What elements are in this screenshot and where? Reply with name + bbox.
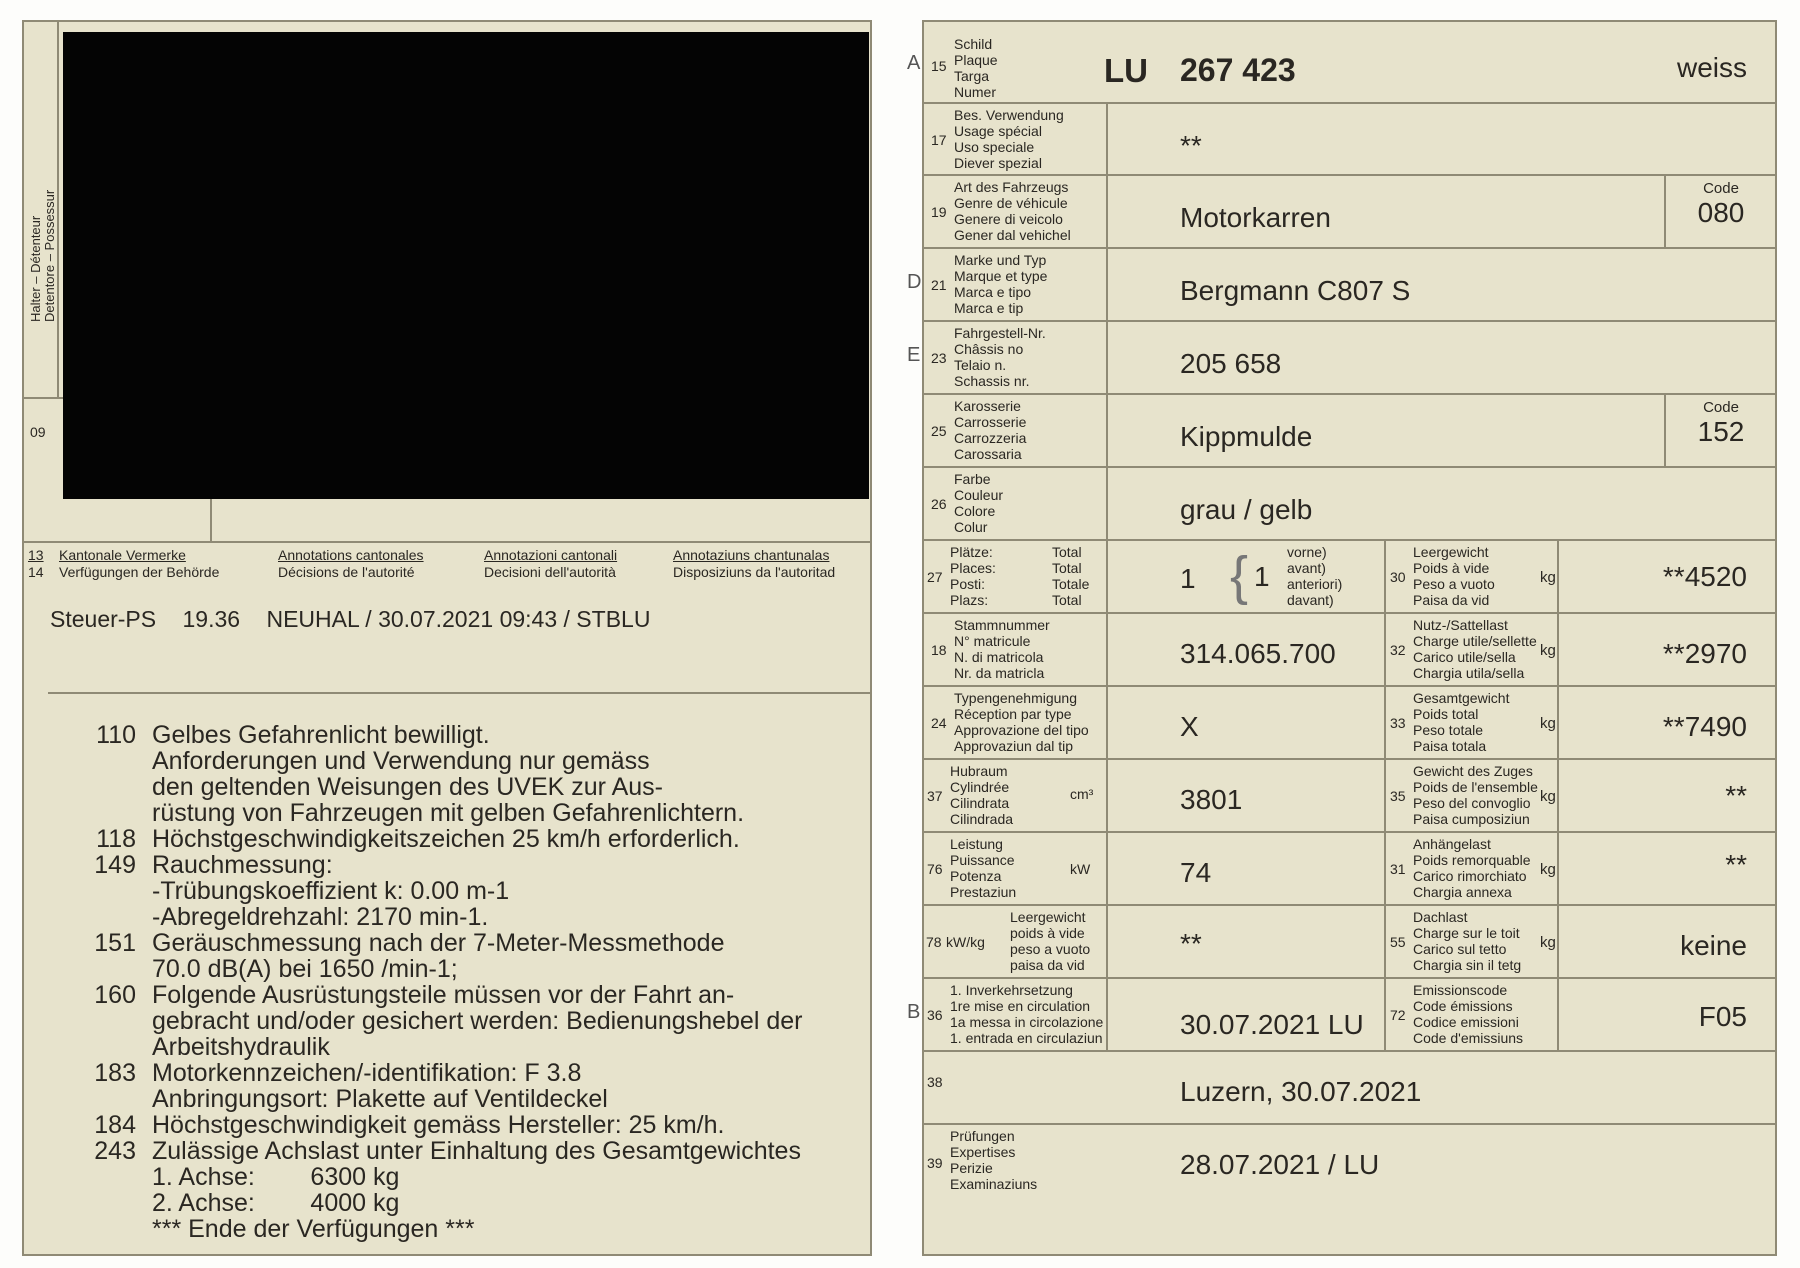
kw-kg-value: **: [1180, 928, 1202, 959]
trailer-load-value: **: [1725, 849, 1747, 880]
kw-kg-label: kW/kg: [946, 934, 985, 950]
kind-code: 080: [1697, 197, 1745, 228]
seats-label: Plätze: Places: Posti: Plazs:: [950, 544, 996, 608]
remarks-end: *** Ende der Verfügungen ***: [152, 1215, 475, 1243]
unit: kg: [1540, 642, 1556, 659]
annotation-rm: [673, 547, 835, 581]
field-num: 31: [1390, 861, 1406, 877]
field-num: 21: [931, 277, 947, 293]
row-usage: [924, 104, 1775, 176]
total-weight-label: Gesamtgewicht Poids total Peso totale Paisa totala: [1413, 690, 1510, 754]
code-label: Code: [1703, 180, 1739, 197]
emission-value: F05: [1698, 1001, 1747, 1032]
divider: [1106, 833, 1108, 904]
divider: [1557, 833, 1559, 904]
field-num: 25: [931, 423, 947, 439]
row-place-date: [924, 1052, 1775, 1125]
annotation-it: [484, 547, 617, 581]
payload-value: **2970: [1662, 638, 1747, 669]
annotation-it-2: Decisioni dell'autorità: [484, 564, 616, 580]
place-date-value: Luzern, 30.07.2021: [1180, 1076, 1422, 1107]
divider: [1384, 760, 1386, 831]
holder-label-line2: Detentore – Possessur: [42, 189, 57, 322]
remark-item: 151 Geräuschmessung nach der 7-Meter-Messmethode 70.0 dB(A) bei 1650 /min-1;: [94, 929, 725, 983]
first-reg-value: 30.07.2021 LU: [1180, 1009, 1364, 1040]
divider: [1384, 614, 1386, 685]
total-weight-value: **7490: [1662, 711, 1747, 742]
displacement-label: Hubraum Cylindrée Cilindrata Cilindrada: [950, 763, 1014, 827]
field-num: 26: [931, 496, 947, 512]
usage-value: **: [1180, 130, 1202, 161]
brace-icon: {: [1230, 546, 1249, 606]
matricule-value: 314.065.700: [1180, 638, 1336, 669]
displacement-value: 3801: [1180, 784, 1243, 815]
plate-color: weiss: [1676, 52, 1747, 83]
tax-line: [50, 606, 670, 633]
letter-d: D: [907, 271, 922, 293]
divider: [1106, 687, 1108, 758]
unit: kg: [1540, 861, 1556, 878]
field-num: 24: [931, 715, 947, 731]
tax-label: Steuer-PS: [50, 606, 157, 632]
divider: [1106, 468, 1108, 539]
divider: [24, 397, 63, 399]
remark-item: 149 Rauchmessung: -Trübungskoeffizient k: 0.00 m-1 -Abregeldrehzahl: 2170 min-1.: [94, 851, 510, 931]
field-num: 33: [1390, 715, 1406, 731]
annotation-rm-2: Disposiziuns da l'autoritad: [673, 564, 836, 580]
divider: [1384, 687, 1386, 758]
field-num: 30: [1390, 569, 1406, 585]
annotation-de: [59, 547, 219, 581]
remark-item: 183 Motorkennzeichen/-identifikation: F 3.8 Anbringungsort: Plakette auf Ventildeckel: [94, 1059, 608, 1113]
field-num: 17: [931, 132, 947, 148]
unit: kg: [1540, 934, 1556, 951]
row-inspection: [924, 1125, 1775, 1220]
annotation-fr: [278, 547, 424, 581]
plate-label: Schild Plaque Targa Numer: [954, 36, 998, 100]
kind-label: Art des Fahrzeugs Genre de véhicule Genere di veicolo Gener dal vehichel: [954, 179, 1071, 243]
plate-canton: LU: [1104, 52, 1148, 89]
divider: [1106, 249, 1108, 320]
redacted-holder-area: [63, 32, 869, 499]
divider: [1384, 906, 1386, 977]
annotation-de-1: Kantonale Vermerke: [59, 547, 186, 563]
empty-weight-label: Leergewicht Poids à vide Peso a vuoto Paisa da vid: [1413, 544, 1495, 608]
row-first-registration: [907, 979, 1775, 1052]
unit: kg: [1540, 569, 1556, 586]
unit: kW: [1070, 861, 1091, 877]
matricule-label: Stammnummer N° matricule N. di matricola Nr. da matricla: [954, 617, 1050, 681]
make-value: Bergmann C807 S: [1180, 275, 1411, 306]
color-value: grau / gelb: [1180, 494, 1313, 525]
field-num: 15: [931, 58, 947, 74]
kind-value: Motorkarren: [1180, 202, 1331, 233]
kind-code-box: [1664, 176, 1776, 247]
chassis-label: Fahrgestell-Nr. Châssis no Telaio n. Schassis nr.: [954, 325, 1046, 389]
usage-label: Bes. Verwendung Usage spécial Uso speciale Diever spezial: [954, 107, 1064, 171]
row-displacement: [924, 760, 1775, 833]
row-chassis: [907, 322, 1775, 395]
divider: [48, 692, 870, 694]
field-num: 39: [927, 1155, 943, 1171]
field-09: 09: [30, 424, 46, 440]
row-kw-kg: [924, 906, 1775, 979]
row-seats: [924, 541, 1775, 614]
remarks-list: [64, 722, 864, 1242]
first-reg-label: 1. Inverkehrsetzung 1re mise en circulation 1a messa in circolazione 1. entrada en circulaziun: [950, 982, 1104, 1046]
annotation-fr-1: Annotations cantonales: [278, 547, 424, 563]
body-label: Karosserie Carrosserie Carrozzeria Carossaria: [954, 398, 1027, 462]
divider: [1557, 979, 1559, 1050]
annotation-numbers: [28, 547, 44, 581]
divider: [1106, 395, 1108, 466]
letter-e: E: [907, 344, 921, 366]
seats-front-value: 1: [1254, 561, 1270, 592]
unit: kg: [1540, 788, 1556, 805]
divider: [1557, 906, 1559, 977]
divider: [1384, 979, 1386, 1050]
kw-kg-sublabel: Leergewicht poids à vide peso a vuoto paisa da vid: [1010, 909, 1091, 973]
divider: [1106, 104, 1108, 174]
divider: [24, 541, 870, 543]
row-power: [924, 833, 1775, 906]
field-num: 23: [931, 350, 947, 366]
roof-load-value: keine: [1680, 930, 1747, 961]
row-matricule: [924, 614, 1775, 687]
divider: [1106, 906, 1108, 977]
divider: [1106, 614, 1108, 685]
color-label: Farbe Couleur Colore Colur: [954, 471, 1004, 535]
tax-info: NEUHAL / 30.07.2021 09:43 / STBLU: [266, 606, 651, 632]
divider: [1106, 760, 1108, 831]
row-make: [907, 249, 1775, 322]
tax-value: 19.36: [182, 606, 241, 632]
annotation-num-13: 13: [28, 547, 44, 563]
body-code-box: [1664, 395, 1776, 466]
field-num: 18: [931, 642, 947, 658]
divider: [1557, 687, 1559, 758]
train-weight-label: Gewicht des Zuges Poids de l'ensemble Peso del convoglio Paisa cumposiziun: [1413, 763, 1538, 827]
annotation-it-1: Annotazioni cantonali: [484, 547, 618, 563]
field-num: 38: [927, 1074, 943, 1090]
field-num: 78: [926, 934, 942, 950]
seats-front-label: vorne) avant) anteriori) davant): [1287, 544, 1343, 608]
holder-label-line1: Halter – Détenteur: [28, 215, 43, 322]
empty-weight-value: **4520: [1662, 561, 1747, 592]
power-value: 74: [1180, 857, 1212, 888]
body-code: 152: [1697, 416, 1745, 447]
field-num: 55: [1390, 934, 1406, 950]
annotation-rm-1: Annotaziuns chantunalas: [673, 547, 830, 563]
field-num: 76: [927, 861, 943, 877]
field-num: 32: [1390, 642, 1406, 658]
inspection-value: 28.07.2021 / LU: [1180, 1149, 1380, 1180]
field-num: 36: [927, 1007, 943, 1023]
trailer-load-label: Anhängelast Poids remorquable Carico rimorchiato Chargia annexa: [1413, 836, 1531, 900]
divider: [210, 499, 212, 542]
letter-a: A: [907, 52, 921, 74]
plate-number: 267 423: [1180, 52, 1296, 88]
annotation-num-14: 14: [28, 564, 44, 580]
row-body: [924, 395, 1775, 468]
remark-item: 118 Höchstgeschwindigkeitszeichen 25 km/h erforderlich.: [96, 825, 740, 853]
divider: [1106, 979, 1108, 1050]
body-value: Kippmulde: [1180, 421, 1313, 452]
annotation-fr-2: Décisions de l'autorité: [278, 564, 415, 580]
chassis-value: 205 658: [1180, 348, 1282, 379]
unit: kg: [1540, 715, 1556, 732]
divider: [1557, 760, 1559, 831]
seats-value: 1: [1180, 563, 1196, 594]
divider: [1106, 541, 1108, 612]
divider: [1557, 541, 1559, 612]
divider: [1384, 833, 1386, 904]
right-page: [907, 20, 1777, 1256]
divider: [1106, 322, 1108, 393]
type-approval-value: X: [1180, 711, 1199, 742]
row-type-approval: [924, 687, 1775, 760]
left-page: [22, 20, 872, 1256]
emission-label: Emissionscode Code émissions Codice emissioni Code d'emissiuns: [1413, 982, 1524, 1046]
field-num: 35: [1390, 788, 1406, 804]
annotation-de-2: Verfügungen der Behörde: [59, 564, 220, 580]
divider: [1106, 176, 1108, 247]
code-label: Code: [1703, 399, 1739, 416]
remark-item: 110 Gelbes Gefahrenlicht bewilligt. Anforderungen und Verwendung nur gemäss den geltenden Weisungen des UVEK zur Aus- rüstung von Fahrzeugen mit gelben Gefahrenlichtern.: [96, 721, 745, 827]
row-color: [924, 468, 1775, 541]
inspection-label: Prüfungen Expertises Perizie Examinaziuns: [950, 1128, 1038, 1192]
row-plate: [907, 32, 1775, 104]
field-num: 27: [927, 569, 943, 585]
power-label: Leistung Puissance Potenza Prestaziun: [950, 836, 1017, 900]
train-weight-value: **: [1725, 780, 1747, 811]
seats-total-label: Total Total Totale Total: [1052, 544, 1090, 608]
divider: [1557, 614, 1559, 685]
divider: [1384, 541, 1386, 612]
field-num: 19: [931, 204, 947, 220]
remark-item: 160 Folgende Ausrüstungsteile müssen vor der Fahrt an- gebracht und/oder gesichert werden: Bedienungshebel der Arbeitshydraulik: [94, 981, 803, 1061]
row-kind: [924, 176, 1775, 249]
unit: cm³: [1070, 786, 1094, 802]
field-num: 72: [1390, 1007, 1406, 1023]
letter-b: B: [907, 1001, 921, 1023]
make-label: Marke und Typ Marque et type Marca e tipo Marca e tip: [954, 252, 1048, 316]
field-num: 37: [927, 788, 943, 804]
roof-load-label: Dachlast Charge sur le toit Carico sul tetto Chargia sin il tetg: [1413, 909, 1522, 973]
payload-label: Nutz-/Sattellast Charge utile/sellette Carico utile/sella Chargia utila/sella: [1413, 617, 1537, 681]
remark-item: 184 Höchstgeschwindigkeit gemäss Hersteller: 25 km/h.: [94, 1111, 725, 1139]
remark-item: 243 Zulässige Achslast unter Einhaltung des Gesamtgewichtes 1. Achse: 6300 kg 2. Achse: 4000 kg: [94, 1137, 801, 1217]
type-approval-label: Typengenehmigung Réception par type Approvazione del tipo Approvaziun dal tip: [954, 690, 1089, 754]
